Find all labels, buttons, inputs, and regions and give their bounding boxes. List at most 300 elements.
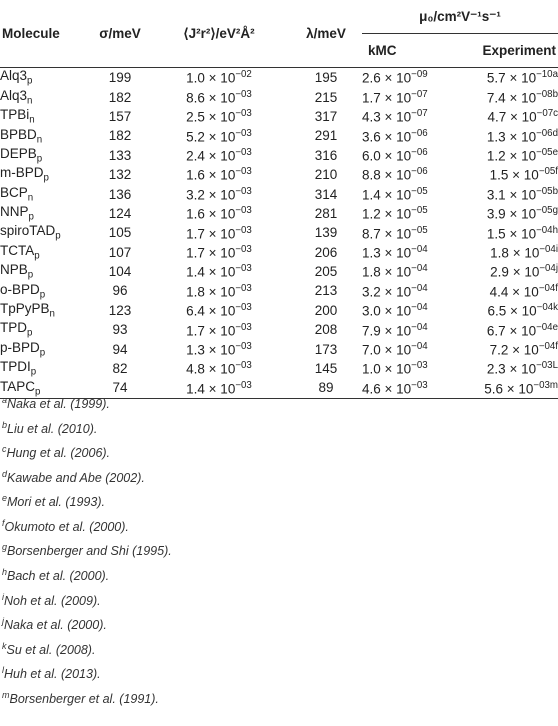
col-header-experiment: Experiment xyxy=(462,34,558,68)
molecule-cell xyxy=(0,107,92,126)
jr-exponent: −03 xyxy=(235,88,252,100)
jr-exponent: −03 xyxy=(235,108,252,120)
table-row xyxy=(0,146,558,165)
molecule-cell xyxy=(0,281,92,300)
kmc-mantissa: 1.3 × 10 xyxy=(362,245,412,261)
experiment-exponent: −05f xyxy=(538,166,558,178)
footnotes xyxy=(2,390,172,709)
kmc-mantissa: 7.9 × 10 xyxy=(362,323,412,339)
jr-cell xyxy=(148,107,290,126)
experiment-exponent: −06d xyxy=(536,127,558,139)
lambda-cell: 173 xyxy=(314,341,338,357)
lambda-cell: 314 xyxy=(314,186,338,202)
experiment-mantissa: 2.9 × 10 xyxy=(490,264,540,280)
kmc-cell xyxy=(362,146,462,165)
kmc-mantissa: 3.0 × 10 xyxy=(362,303,412,319)
kmc-exponent: −04 xyxy=(411,302,428,314)
footnote xyxy=(2,660,172,685)
experiment-cell xyxy=(462,204,558,223)
jr-cell xyxy=(148,204,290,223)
molecule-name: m-BPD xyxy=(0,165,44,181)
footnote xyxy=(2,439,172,464)
jr-mantissa: 3.2 × 10 xyxy=(186,187,236,203)
molecule-subscript: p xyxy=(28,211,34,223)
molecule-cell xyxy=(0,126,92,145)
kmc-exponent: −07 xyxy=(411,88,428,100)
footnote-mark: j xyxy=(2,616,4,627)
jr-mantissa: 2.4 × 10 xyxy=(186,148,236,164)
experiment-exponent: −05e xyxy=(536,147,558,158)
jr-cell xyxy=(148,165,290,184)
kmc-mantissa: 2.6 × 10 xyxy=(362,70,412,86)
molecule-cell xyxy=(0,301,92,320)
kmc-mantissa: 8.8 × 10 xyxy=(362,167,412,183)
footnote-text: Huh et al. (2013). xyxy=(4,667,101,682)
col-header-molecule: Molecule xyxy=(0,0,92,68)
sigma-cell: 74 xyxy=(92,378,148,398)
footnote-mark: i xyxy=(2,591,4,602)
footnote xyxy=(2,513,172,538)
jr-cell xyxy=(148,281,290,300)
sigma-cell: 94 xyxy=(112,341,128,357)
kmc-cell xyxy=(362,126,462,145)
table-row xyxy=(0,87,558,106)
kmc-mantissa: 4.6 × 10 xyxy=(362,381,412,397)
jr-mantissa: 1.7 × 10 xyxy=(186,323,236,339)
footnote-mark: e xyxy=(2,493,8,504)
experiment-mantissa: 1.5 × 10 xyxy=(486,226,537,242)
lambda-cell: 89 xyxy=(290,378,362,398)
kmc-cell xyxy=(362,262,462,281)
footnote xyxy=(2,488,172,513)
jr-mantissa: 1.4 × 10 xyxy=(186,264,236,280)
kmc-mantissa: 3.6 × 10 xyxy=(362,129,412,145)
experiment-mantissa: 5.7 × 10 xyxy=(486,70,537,86)
molecule-name: Alq3 xyxy=(0,87,28,103)
experiment-exponent: −04e xyxy=(536,321,558,333)
kmc-exponent: −04 xyxy=(411,340,428,352)
jr-mantissa: 1.7 × 10 xyxy=(186,226,236,242)
experiment-cell xyxy=(462,378,558,398)
kmc-exponent: −06 xyxy=(411,166,428,178)
sigma-cell: 132 xyxy=(108,167,132,183)
jr-cell xyxy=(148,262,290,281)
col-header-lambda: λ/meV xyxy=(290,0,362,68)
experiment-exponent: −07c xyxy=(536,108,558,120)
jr-mantissa: 6.4 × 10 xyxy=(186,303,236,319)
molecule-name: spiroTAD xyxy=(0,223,56,239)
molecule-subscript: n xyxy=(49,308,55,320)
jr-mantissa: 4.8 × 10 xyxy=(186,361,236,377)
jr-mantissa: 1.7 × 10 xyxy=(186,245,236,261)
molecule-cell xyxy=(0,320,92,339)
sigma-cell: 136 xyxy=(108,186,132,202)
experiment-cell xyxy=(462,339,558,358)
sigma-cell: 105 xyxy=(108,225,132,241)
experiment-exponent: −03m xyxy=(533,379,558,391)
jr-cell xyxy=(148,126,290,145)
experiment-cell xyxy=(462,359,558,378)
footnote xyxy=(2,537,172,562)
experiment-mantissa: 1.3 × 10 xyxy=(486,129,537,145)
lambda-cell: 205 xyxy=(314,264,338,280)
experiment-mantissa: 6.5 × 10 xyxy=(487,303,537,319)
molecule-cell xyxy=(0,204,92,223)
kmc-exponent: −05 xyxy=(411,205,428,217)
kmc-cell xyxy=(362,165,462,184)
jr-cell xyxy=(148,301,290,320)
experiment-cell xyxy=(462,320,558,339)
lambda-cell: 213 xyxy=(314,283,338,299)
jr-mantissa: 1.6 × 10 xyxy=(186,167,236,183)
jr-cell xyxy=(148,359,290,378)
footnote xyxy=(2,587,172,612)
footnote-text: Kawabe and Abe (2002). xyxy=(7,470,145,485)
jr-exponent: −03 xyxy=(235,360,252,372)
kmc-exponent: −04 xyxy=(411,321,428,333)
jr-cell xyxy=(148,320,290,339)
molecule-name: NPB xyxy=(0,262,28,278)
kmc-cell xyxy=(362,87,462,106)
jr-mantissa: 2.5 × 10 xyxy=(186,109,236,125)
molecule-name: DEPB xyxy=(0,145,37,161)
kmc-mantissa: 6.0 × 10 xyxy=(362,148,412,164)
kmc-cell xyxy=(362,184,462,203)
experiment-exponent: −04j xyxy=(539,263,558,275)
experiment-exponent: −10a xyxy=(536,69,558,81)
kmc-exponent: −09 xyxy=(411,69,428,81)
footnote-text: Bach et al. (2000). xyxy=(7,569,110,584)
molecule-cell xyxy=(0,262,92,281)
kmc-cell xyxy=(362,107,462,126)
table-row xyxy=(0,243,558,262)
jr-exponent: −03 xyxy=(235,340,252,352)
experiment-mantissa: 4.7 × 10 xyxy=(487,109,537,125)
molecule-subscript: p xyxy=(34,250,40,262)
molecule-subscript: p xyxy=(27,269,34,281)
experiment-exponent: −05g xyxy=(536,205,558,217)
footnote-text: Mori et al. (1993). xyxy=(7,495,105,510)
footnote-text: Su et al. (2008). xyxy=(6,642,96,657)
molecule-name: o-BPD xyxy=(0,281,40,297)
molecule-name: TPBi xyxy=(0,107,30,123)
lambda-cell: 200 xyxy=(314,302,338,318)
footnote-text: Borsenberger and Shi (1995). xyxy=(7,544,172,559)
molecule-subscript: n xyxy=(36,134,43,146)
experiment-mantissa: 2.3 × 10 xyxy=(486,361,537,377)
experiment-cell xyxy=(462,281,558,300)
experiment-mantissa: 3.1 × 10 xyxy=(486,187,537,203)
jr-exponent: −03 xyxy=(235,302,252,314)
experiment-mantissa: 7.4 × 10 xyxy=(486,90,537,106)
footnote-mark: g xyxy=(2,542,8,553)
footnote-mark: d xyxy=(2,468,8,479)
kmc-cell xyxy=(362,223,462,242)
table-row xyxy=(0,339,558,358)
jr-mantissa: 1.4 × 10 xyxy=(186,381,236,397)
table-row xyxy=(0,301,558,320)
footnote xyxy=(2,611,172,636)
experiment-exponent: −08b xyxy=(536,88,558,100)
experiment-cell xyxy=(462,107,558,126)
molecule-cell xyxy=(0,165,92,184)
kmc-mantissa: 1.2 × 10 xyxy=(362,206,412,222)
molecule-subscript: p xyxy=(35,386,41,398)
molecule-cell xyxy=(0,359,92,378)
col-header-kmc: kMC xyxy=(362,34,462,68)
molecule-subscript: p xyxy=(27,328,33,340)
kmc-exponent: −03 xyxy=(411,360,428,372)
col-header-sigma: σ/meV xyxy=(92,0,148,68)
sigma-cell: 199 xyxy=(108,70,132,86)
jr-mantissa: 5.2 × 10 xyxy=(186,129,236,145)
kmc-exponent: −06 xyxy=(411,127,428,139)
experiment-exponent: −04f xyxy=(538,282,558,294)
molecule-subscript: n xyxy=(27,95,33,107)
experiment-cell xyxy=(462,243,558,262)
table-row xyxy=(0,126,558,145)
kmc-cell xyxy=(362,320,462,339)
experiment-cell xyxy=(462,223,558,242)
molecule-name: Alq3 xyxy=(0,68,28,84)
experiment-exponent: −05b xyxy=(536,185,558,197)
table-row xyxy=(0,68,558,88)
jr-cell xyxy=(148,184,290,203)
molecule-subscript: p xyxy=(27,76,33,88)
molecule-cell xyxy=(0,223,92,242)
footnote xyxy=(2,685,172,710)
jr-exponent: −03 xyxy=(235,282,252,294)
jr-cell xyxy=(148,146,290,165)
lambda-cell: 145 xyxy=(314,361,338,377)
kmc-cell xyxy=(362,281,462,300)
experiment-exponent: −04k xyxy=(536,302,558,314)
experiment-mantissa: 1.5 × 10 xyxy=(489,167,539,183)
molecule-name: TAPC xyxy=(0,378,36,394)
experiment-mantissa: 5.6 × 10 xyxy=(484,381,534,397)
jr-exponent: −03 xyxy=(235,166,252,178)
jr-mantissa: 1.0 × 10 xyxy=(186,70,236,86)
molecule-name: NNP xyxy=(0,204,29,220)
kmc-mantissa: 4.3 × 10 xyxy=(362,109,412,125)
sigma-cell: 107 xyxy=(108,244,132,260)
table-row xyxy=(0,204,558,223)
molecule-cell xyxy=(0,87,92,106)
kmc-cell xyxy=(362,359,462,378)
molecule-subscript: p xyxy=(36,153,43,165)
molecule-subscript: p xyxy=(30,366,37,378)
experiment-cell xyxy=(462,146,558,165)
sigma-cell: 157 xyxy=(108,108,132,124)
table-row xyxy=(0,281,558,300)
jr-exponent: −03 xyxy=(235,127,252,139)
molecule-name: BPBD xyxy=(0,126,37,142)
molecule-name: TpPyPB xyxy=(0,301,50,317)
kmc-exponent: −05 xyxy=(411,224,428,236)
col-header-jr: ⟨J²r²⟩/eV²Å² xyxy=(148,0,290,68)
jr-exponent: −03 xyxy=(235,379,252,391)
lambda-cell: 316 xyxy=(314,147,338,163)
footnote xyxy=(2,390,172,415)
table-row xyxy=(0,262,558,281)
experiment-cell xyxy=(462,262,558,281)
molecule-name: p-BPD xyxy=(0,339,40,355)
lambda-cell: 317 xyxy=(314,108,338,124)
experiment-mantissa: 4.4 × 10 xyxy=(489,284,539,300)
lambda-cell: 215 xyxy=(314,89,338,105)
lambda-cell: 291 xyxy=(314,128,338,144)
jr-mantissa: 1.3 × 10 xyxy=(186,342,236,358)
kmc-mantissa: 3.2 × 10 xyxy=(362,284,412,300)
molecule-cell xyxy=(0,243,92,262)
kmc-exponent: −06 xyxy=(411,147,428,158)
footnote-text: Noh et al. (2009). xyxy=(4,593,101,608)
kmc-exponent: −07 xyxy=(411,108,428,120)
jr-exponent: −03 xyxy=(235,263,252,275)
table-body xyxy=(0,68,558,399)
table-row xyxy=(0,165,558,184)
footnote xyxy=(2,562,172,587)
molecule-name: TPDI xyxy=(0,359,31,375)
jr-cell xyxy=(148,243,290,262)
footnote xyxy=(2,415,172,440)
molecule-subscript: p xyxy=(43,172,49,184)
experiment-mantissa: 1.8 × 10 xyxy=(490,245,540,261)
jr-exponent: −03 xyxy=(235,185,252,197)
footnote-mark: l xyxy=(2,665,4,676)
molecule-cell xyxy=(0,146,92,165)
jr-cell xyxy=(148,339,290,358)
footnote xyxy=(2,636,172,661)
table-row xyxy=(0,223,558,242)
footnote-text: Okumoto et al. (2000). xyxy=(4,519,129,534)
jr-exponent: −03 xyxy=(235,147,252,158)
footnote-mark: b xyxy=(2,419,8,430)
sigma-cell: 133 xyxy=(108,147,132,163)
experiment-cell xyxy=(462,301,558,320)
lambda-cell: 139 xyxy=(314,225,338,241)
footnote-mark: h xyxy=(2,566,8,577)
lambda-cell: 208 xyxy=(314,322,338,338)
footnote-text: Borsenberger et al. (1991). xyxy=(9,691,159,706)
table-row xyxy=(0,359,558,378)
lambda-cell: 210 xyxy=(314,167,338,183)
molecule-name: TPD xyxy=(0,320,27,336)
experiment-exponent: −03L xyxy=(536,360,558,372)
footnote-text: Naka et al. (2000). xyxy=(4,618,107,633)
kmc-mantissa: 1.7 × 10 xyxy=(362,90,412,106)
kmc-cell xyxy=(362,339,462,358)
jr-exponent: −03 xyxy=(235,205,252,217)
sigma-cell: 182 xyxy=(108,89,132,105)
jr-cell xyxy=(148,68,290,88)
footnote-mark: c xyxy=(2,444,7,455)
lambda-cell: 281 xyxy=(314,205,338,221)
molecule-subscript: p xyxy=(39,289,46,301)
sigma-cell: 96 xyxy=(112,283,128,299)
experiment-exponent: −04h xyxy=(536,224,558,236)
sigma-cell: 104 xyxy=(108,264,132,280)
sigma-cell: 123 xyxy=(108,302,132,318)
experiment-mantissa: 1.2 × 10 xyxy=(486,148,537,164)
molecule-cell xyxy=(0,339,92,358)
footnote-text: Hung et al. (2006). xyxy=(6,446,111,461)
kmc-cell xyxy=(362,204,462,223)
kmc-exponent: −05 xyxy=(411,185,428,197)
kmc-mantissa: 7.0 × 10 xyxy=(362,342,412,358)
jr-mantissa: 1.8 × 10 xyxy=(186,284,236,300)
kmc-mantissa: 8.7 × 10 xyxy=(362,226,412,242)
table-row xyxy=(0,107,558,126)
kmc-cell xyxy=(362,243,462,262)
jr-cell xyxy=(148,87,290,106)
kmc-exponent: −04 xyxy=(411,243,428,255)
kmc-cell xyxy=(362,68,462,88)
kmc-cell xyxy=(362,378,462,398)
footnote-text: Liu et al. (2010). xyxy=(7,421,98,436)
footnote-mark: f xyxy=(2,517,5,528)
kmc-mantissa: 1.4 × 10 xyxy=(362,187,412,203)
molecule-name: BCP xyxy=(0,184,28,200)
lambda-cell: 206 xyxy=(314,244,338,260)
molecule-subscript: n xyxy=(27,192,34,204)
jr-mantissa: 1.6 × 10 xyxy=(186,206,236,222)
table-row xyxy=(0,320,558,339)
sigma-cell: 124 xyxy=(108,205,132,221)
molecule-subscript: p xyxy=(55,231,61,243)
footnote-text: Naka et al. (1999). xyxy=(7,397,110,412)
jr-exponent: −03 xyxy=(235,224,252,236)
lambda-cell: 195 xyxy=(314,70,338,86)
sigma-cell: 82 xyxy=(112,361,128,377)
sigma-cell: 182 xyxy=(108,128,132,144)
jr-exponent: −03 xyxy=(235,243,252,255)
experiment-exponent: −04i xyxy=(539,243,558,255)
kmc-exponent: −04 xyxy=(411,282,428,294)
experiment-cell xyxy=(462,68,558,88)
molecule-subscript: n xyxy=(29,114,35,126)
footnote-mark: a xyxy=(2,395,8,405)
footnote xyxy=(2,464,172,489)
jr-cell xyxy=(148,223,290,242)
experiment-mantissa: 6.7 × 10 xyxy=(486,323,537,339)
col-header-mu: μ₀/cm²V⁻¹s⁻¹ xyxy=(362,0,558,34)
molecule-cell xyxy=(0,68,92,88)
molecule-subscript: p xyxy=(39,347,46,359)
molecule-cell xyxy=(0,184,92,203)
experiment-exponent: −04f xyxy=(538,340,558,352)
footnote-mark: m xyxy=(2,689,10,700)
molecule-name: TCTA xyxy=(0,242,35,258)
experiment-mantissa: 7.2 × 10 xyxy=(489,342,539,358)
footnote-mark: k xyxy=(2,640,7,651)
experiment-mantissa: 3.9 × 10 xyxy=(486,206,537,222)
jr-exponent: −03 xyxy=(235,321,252,333)
experiment-cell xyxy=(462,184,558,203)
table-row xyxy=(0,184,558,203)
jr-mantissa: 8.6 × 10 xyxy=(186,90,236,106)
jr-exponent: −02 xyxy=(235,69,252,81)
kmc-mantissa: 1.8 × 10 xyxy=(362,264,412,280)
experiment-cell xyxy=(462,126,558,145)
kmc-mantissa: 1.0 × 10 xyxy=(362,361,412,377)
kmc-exponent: −04 xyxy=(411,263,428,275)
kmc-exponent: −03 xyxy=(411,379,428,391)
sigma-cell: 93 xyxy=(112,322,128,338)
kmc-cell xyxy=(362,301,462,320)
experiment-cell xyxy=(462,165,558,184)
experiment-cell xyxy=(462,87,558,106)
